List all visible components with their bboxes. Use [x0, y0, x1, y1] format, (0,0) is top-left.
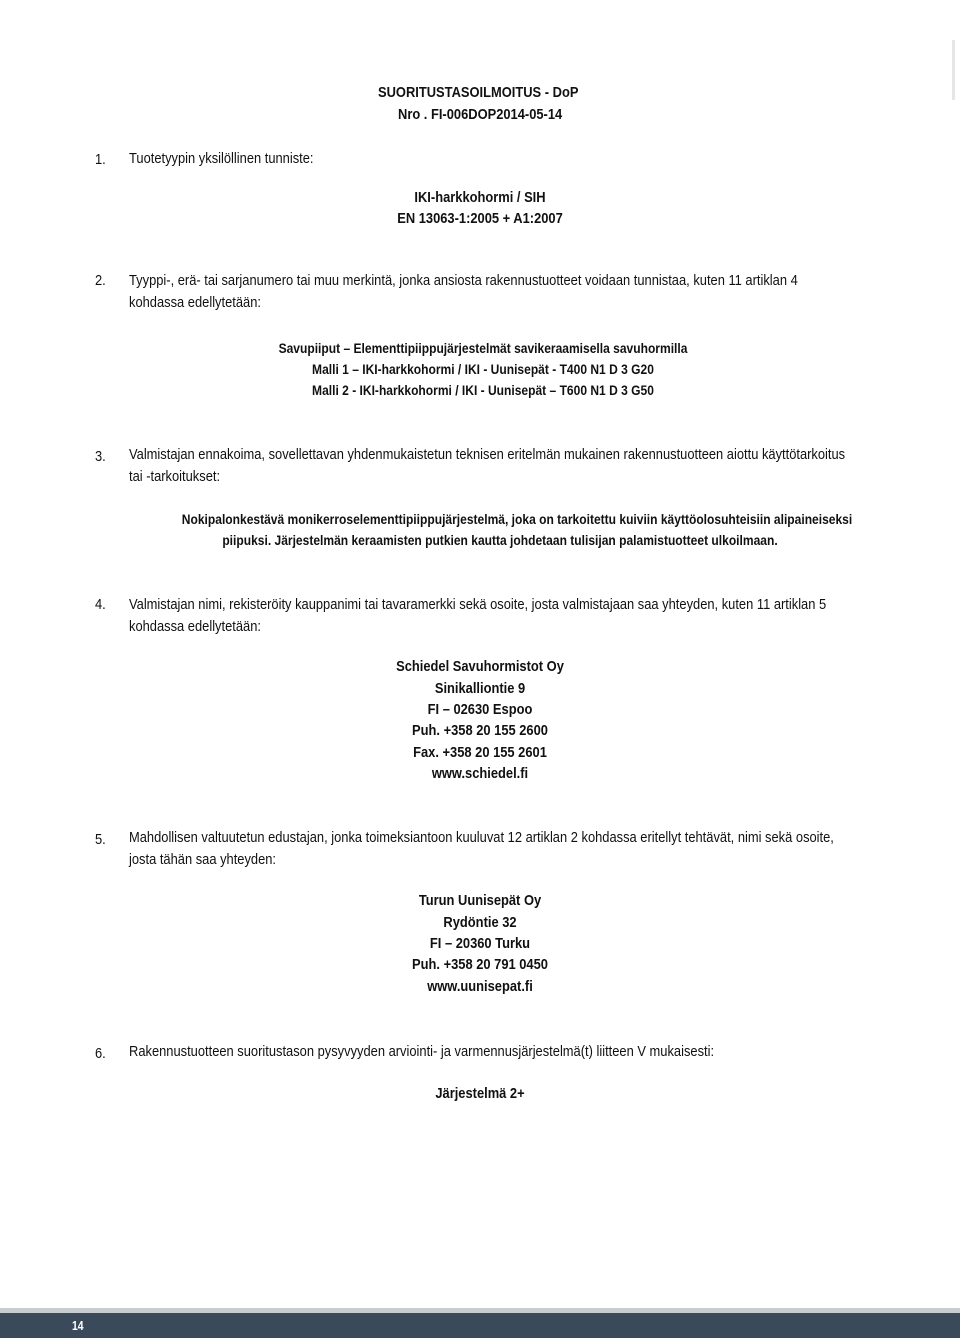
- intended-use-line-1: Nokipalonkestävä monikerroselementtipiippujärjestelmä, joka on tarkoitettu kuiviin käyttöolosuhteisiin alipaineiseksi: [181, 511, 853, 527]
- section-2-line-1: Tyyppi-, erä- tai sarjanumero tai muu merkintä, jonka ansiosta rakennustuotteet voidaan tunnistaa, kuten 11 artiklan 4: [129, 272, 798, 289]
- model-2: Malli 2 - IKI-harkkohormi / IKI - Uunisepät – T600 N1 D 3 G50: [312, 382, 654, 398]
- manufacturer-city: FI – 02630 Espoo: [427, 701, 533, 718]
- intended-use-line-2: piipuksi. Järjestelmän keraamisten putkien kautta johdetaan tulisijan palamistuotteet ulkoilmaan.: [222, 532, 778, 548]
- representative-city: FI – 20360 Turku: [429, 935, 531, 952]
- section-6-label: Rakennustuotteen suoritustason pysyvyyden arviointi- ja varmennusjärjestelmä(t) liitteen V mukaisesti:: [129, 1043, 715, 1060]
- manufacturer-fax: Fax. +358 20 155 2601: [413, 744, 547, 761]
- section-1-label: Tuotetyypin yksilöllinen tunniste:: [129, 150, 314, 167]
- manufacturer-name: Schiedel Savuhormistot Oy: [396, 658, 564, 675]
- section-1-number: 1.: [95, 151, 106, 168]
- section-4-line-1: Valmistajan nimi, rekisteröity kauppanimi tai tavaramerkki sekä osoite, josta valmistajaan saa yhteyden, kuten 11 artiklan 5: [129, 596, 827, 613]
- section-5-line-2: josta tähän saa yhteyden:: [129, 851, 277, 868]
- model-1: Malli 1 – IKI-harkkohormi / IKI - Uunisepät - T400 N1 D 3 G20: [312, 361, 654, 377]
- representative-name: Turun Uunisepät Oy: [418, 892, 542, 909]
- section-3-line-2: tai -tarkoitukset:: [129, 468, 221, 485]
- section-3-number: 3.: [95, 448, 106, 465]
- page-edge-mark: [952, 40, 955, 100]
- document-title: SUORITUSTASOILMOITUS - DoP: [378, 84, 579, 101]
- manufacturer-website: www.schiedel.fi: [431, 765, 529, 782]
- manufacturer-phone: Puh. +358 20 155 2600: [412, 722, 548, 739]
- section-5-number: 5.: [95, 831, 106, 848]
- manufacturer-street: Sinikalliontie 9: [434, 680, 526, 697]
- section-4-number: 4.: [95, 596, 106, 613]
- representative-website: www.uunisepat.fi: [427, 978, 533, 995]
- avcp-system: Järjestelmä 2+: [435, 1085, 525, 1102]
- section-2-line-2: kohdassa edellytetään:: [129, 294, 261, 311]
- footer-bar: [0, 1313, 960, 1338]
- section-5-line-1: Mahdollisen valtuutetun edustajan, jonka toimeksiantoon kuuluvat 12 artiklan 2 kohdassa eritellyt tehtävät, nimi sekä osoite,: [129, 829, 834, 846]
- document-number: Nro . FI-006DOP2014-05-14: [398, 106, 563, 123]
- section-3-line-1: Valmistajan ennakoima, sovellettavan yhdenmukaistetun teknisen eritelmän mukainen rakennustuotteen aiottu käyttötarkoitus: [129, 446, 846, 463]
- representative-phone: Puh. +358 20 791 0450: [412, 956, 548, 973]
- representative-street: Rydöntie 32: [443, 914, 517, 931]
- product-category: Savupiiput – Elementtipiippujärjestelmät savikeraamisella savuhormilla: [278, 340, 688, 356]
- product-standard: EN 13063-1:2005 + A1:2007: [397, 210, 563, 227]
- product-type: IKI-harkkohormi / SIH: [414, 189, 546, 206]
- section-6-number: 6.: [95, 1045, 106, 1062]
- page-number: 14: [72, 1318, 84, 1333]
- section-2-number: 2.: [95, 272, 106, 289]
- section-4-line-2: kohdassa edellytetään:: [129, 618, 261, 635]
